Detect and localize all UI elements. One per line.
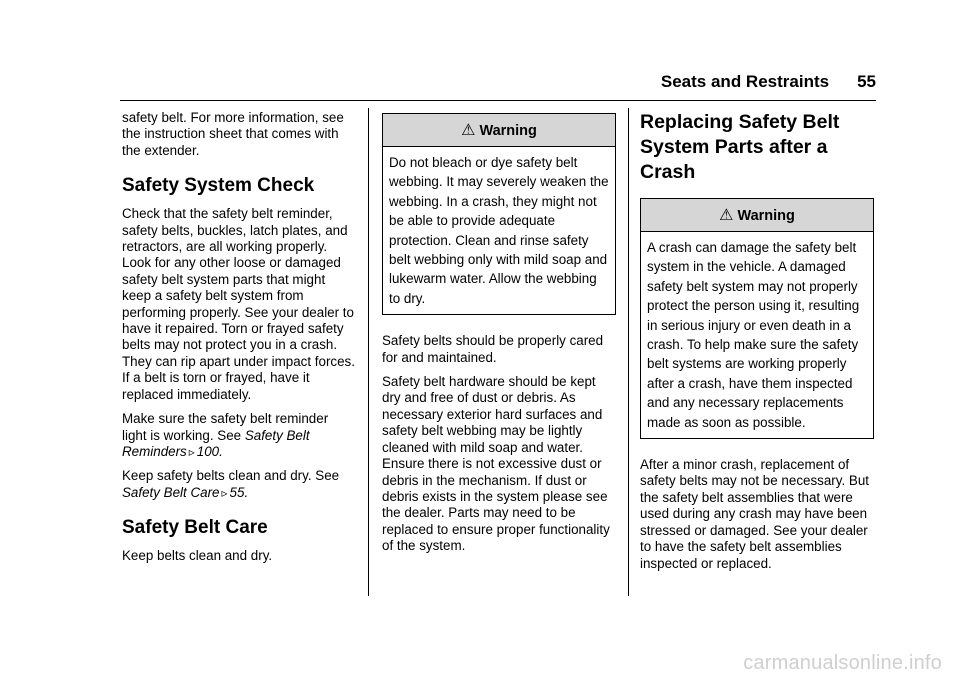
page-header <box>0 72 876 92</box>
heading-safety-belt-care: Safety Belt Care <box>122 517 268 539</box>
safety-belt-care-link[interactable]: Safety Belt Care <box>122 484 220 500</box>
page-number: 55 <box>857 72 876 91</box>
warning-header <box>383 114 615 147</box>
intro-paragraph: safety belt. For more information, see the instruction sheet that comes with the extender. <box>122 110 344 158</box>
minor-crash-paragraph: After a minor crash, replacement of safety belts may not be necessary. But the safety belt assemblies that were used during any crash may have been stressed or damaged. See your dealer to have the safety belt assemblies inspected or replaced. <box>640 457 869 571</box>
clean-paragraph: Keep safety belts clean and dry. See Safety Belt Care ▹ 55. <box>122 468 340 500</box>
warning-title: Warning <box>737 208 795 224</box>
check-paragraph: Check that the safety belt reminder, safety belts, buckles, latch plates, and retractors, are all working properly. Look for any other loose or damaged safety belt system parts that might keep a safety belt system from performing properly. See your dealer to have it repaired. Torn or frayed safety belts may not protect you in a crash. They can rip apart under impact forces. If a belt is torn or frayed, have it replaced immediately. <box>122 206 355 402</box>
warning-text: Do not bleach or dye safety belt webbing. It may severely weaken the webbing. In a crash, they might not be able to provide adequate protection. Clean and rinse safety belt webbing only with mild soap and lukewarm water. Allow the webbing to dry. <box>389 155 609 306</box>
column-1 <box>122 110 356 573</box>
warning-header <box>641 199 873 232</box>
warning-triangle-icon: ⚠ <box>461 120 476 139</box>
warning-box <box>382 113 616 315</box>
page-ref-arrow-icon: ▹ <box>188 444 195 459</box>
section-title: Seats and Restraints <box>660 72 830 91</box>
warning-triangle-icon: ⚠ <box>719 205 734 224</box>
heading-safety-system-check: Safety System Check <box>122 175 315 197</box>
heading-replacing-parts: Replacing Safety Belt System Parts after a Crash <box>640 111 840 183</box>
column-divider-1 <box>368 108 369 596</box>
header-divider <box>120 100 876 101</box>
column-2 <box>382 110 616 563</box>
column-3 <box>640 110 874 580</box>
hardware-paragraph: Safety belt hardware should be kept dry and free of dust or debris. As necessary exterior hard surfaces and safety belt webbing may be lightly cleaned with mild soap and water. Ensure there is not excessive dust or debris in the mechanism. If dust or debris exists in the system please see the dealer. Parts may need to be replaced to ensure proper functionality of the system. <box>382 374 610 554</box>
warning-text: A crash can damage the safety belt system in the vehicle. A damaged safety belt system may not properly protect the person using it, resulting in serious injury or even death in a crash. To help make sure the safety belt systems are working properly after a crash, have them inspected and any necessary replacements made as soon as possible. <box>647 240 860 430</box>
safety-belt-reminders-link[interactable]: Safety Belt Reminders <box>122 427 310 459</box>
care-page-ref[interactable]: 55 <box>229 484 245 500</box>
reminder-paragraph: Make sure the safety belt reminder light is working. See Safety Belt Reminders ▹ 100. <box>122 411 329 459</box>
reminder-page-ref[interactable]: 100 <box>196 443 220 459</box>
watermark: carmanualsonline.info <box>743 652 942 674</box>
column-divider-2 <box>628 108 629 596</box>
care-paragraph: Keep belts clean and dry. <box>122 548 273 564</box>
page-ref-arrow-icon: ▹ <box>221 485 228 500</box>
warning-box <box>640 198 874 439</box>
care-maintain-paragraph: Safety belts should be properly cared for and maintained. <box>382 333 604 365</box>
warning-title: Warning <box>479 123 537 139</box>
